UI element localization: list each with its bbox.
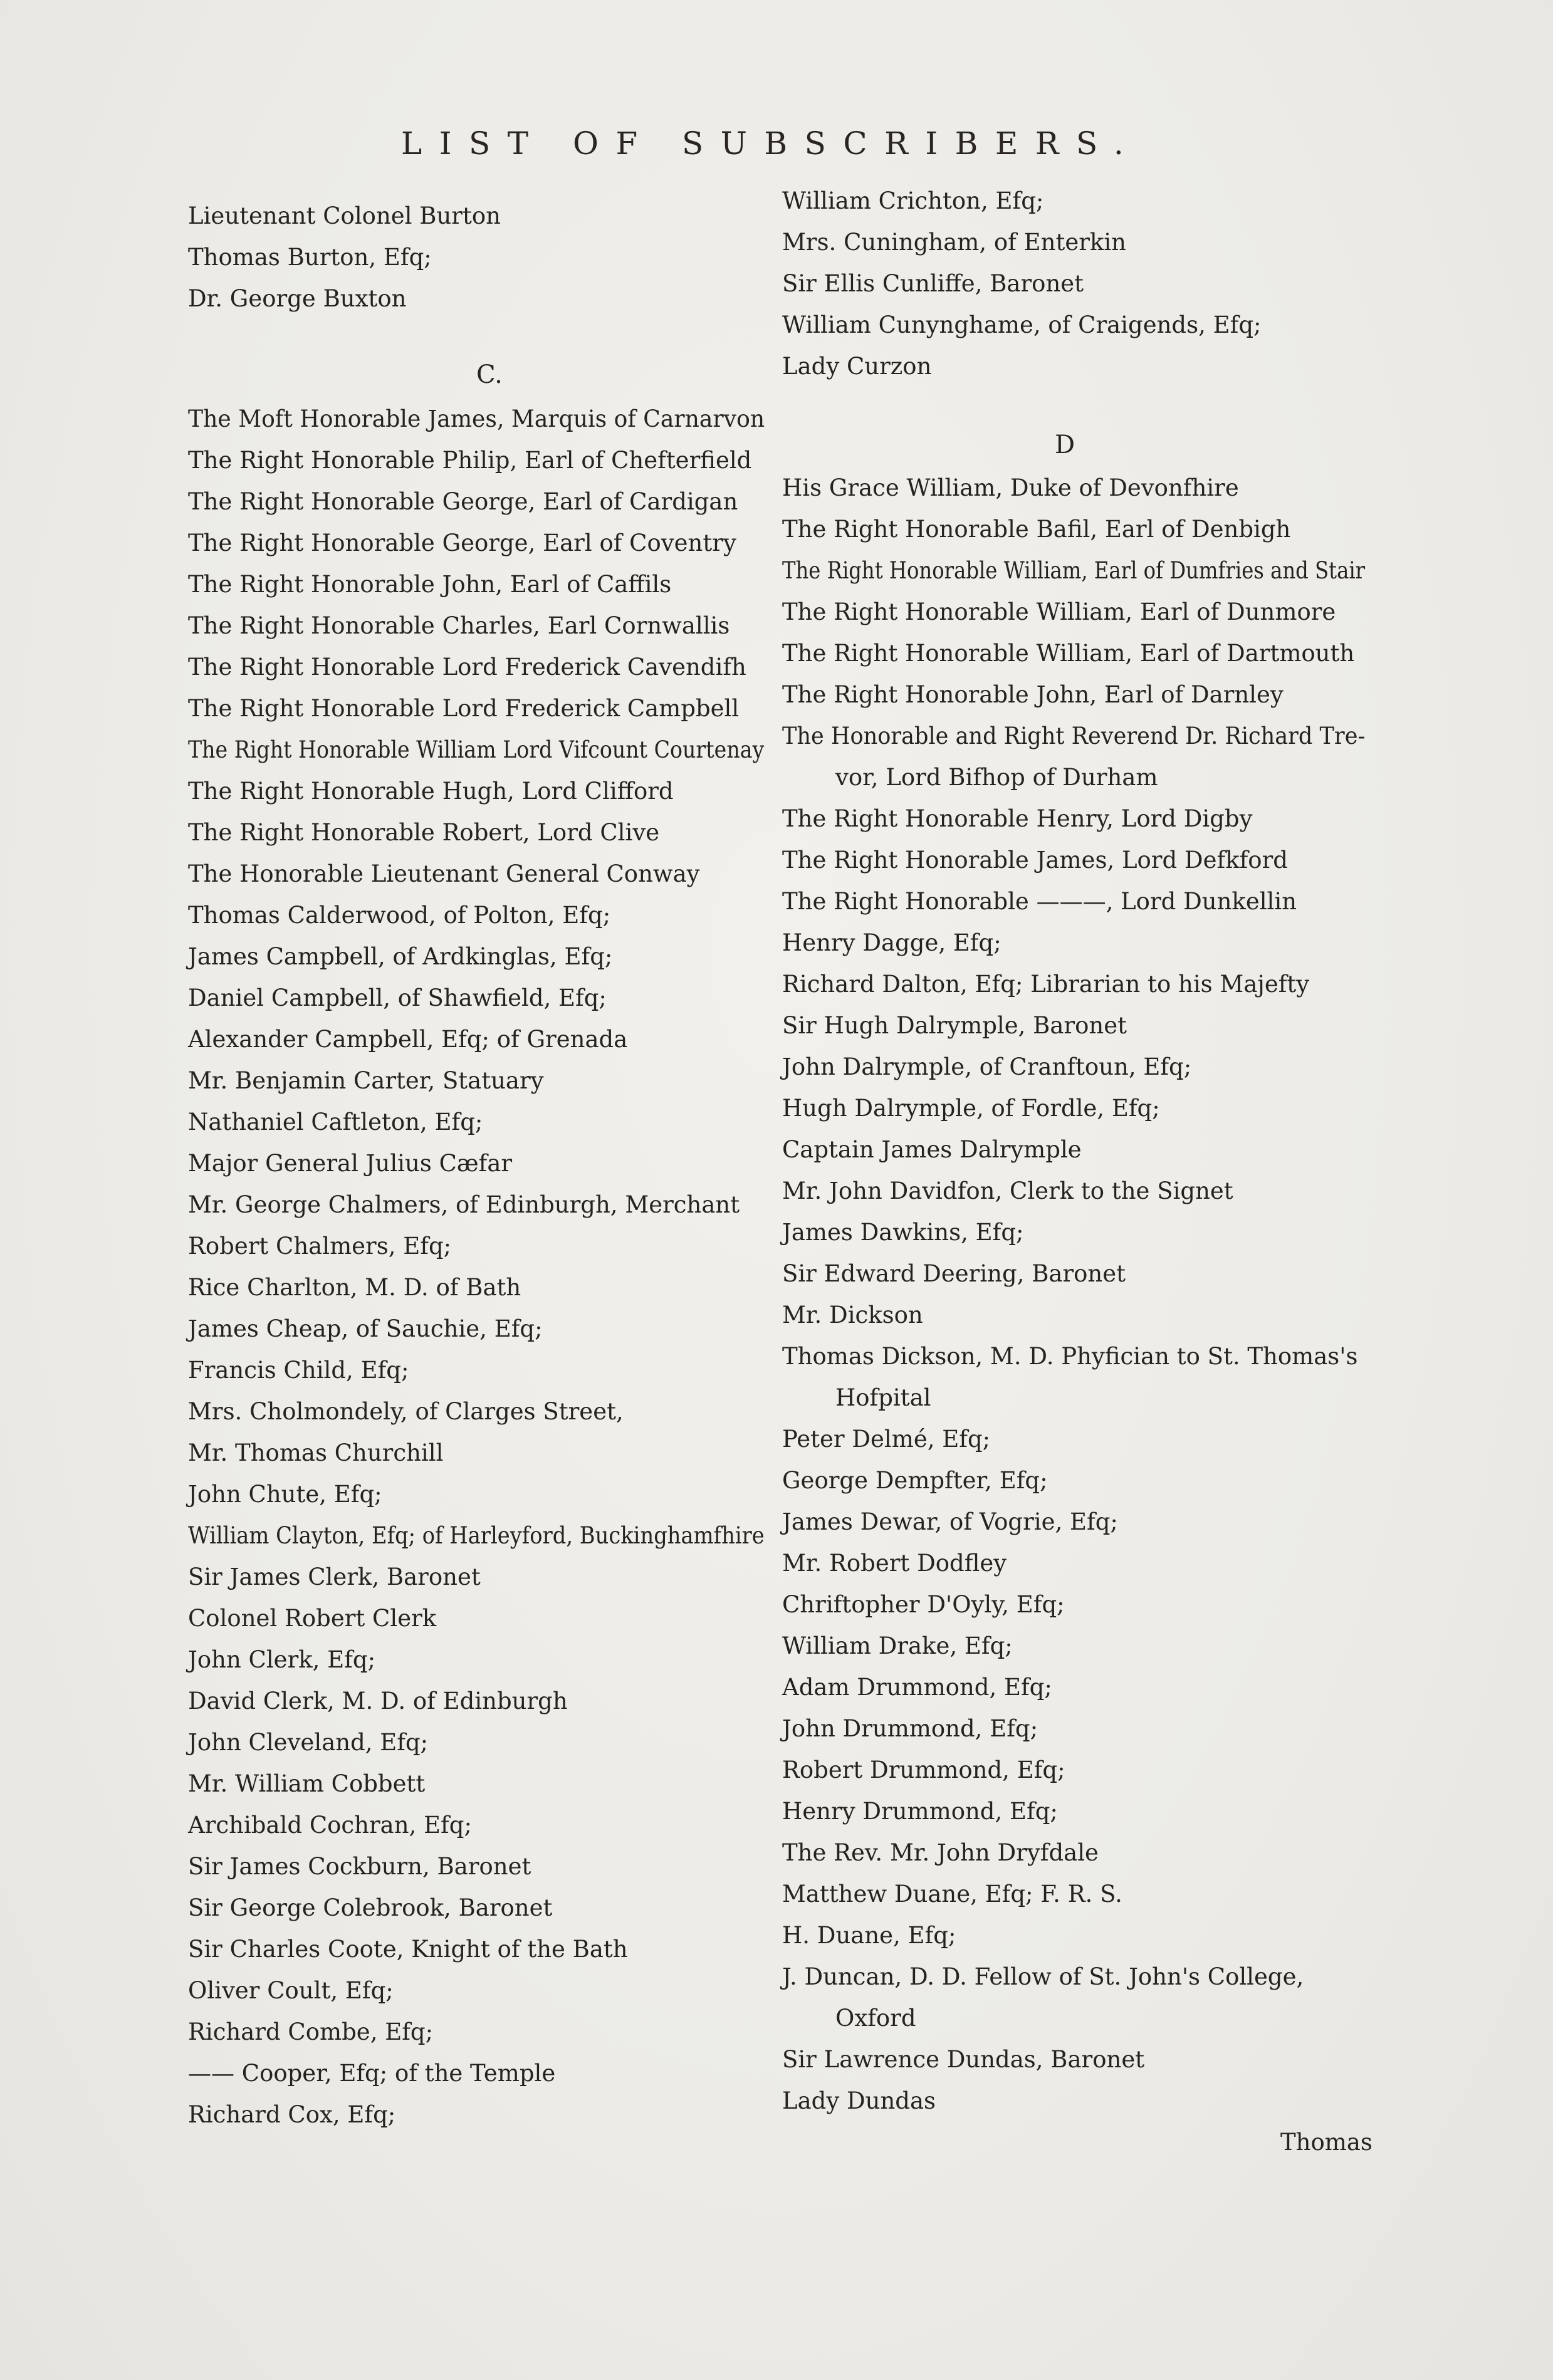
subscriber-entry: J. Duncan, D. D. Fellow of St. John's College, [782, 1963, 1304, 1990]
subscriber-entry: Hofpital [835, 1384, 931, 1411]
subscriber-entry: Oliver Coult, Efq; [188, 1977, 394, 2004]
subscriber-entry: Richard Combe, Efq; [188, 2018, 434, 2045]
subscriber-entry: The Honorable and Right Reverend Dr. Richard Tre- [782, 723, 1366, 749]
subscriber-entry: Mr. Robert Dodfley [782, 1550, 1007, 1577]
section-letter: D [1055, 431, 1075, 459]
subscriber-entry: Sir James Cockburn, Baronet [188, 1853, 531, 1880]
subscriber-entry: The Right Honorable George, Earl of Coventry [188, 530, 736, 556]
subscriber-entry: Lady Dundas [782, 2087, 936, 2114]
subscriber-entry: Alexander Campbell, Efq; of Grenada [188, 1026, 628, 1053]
subscriber-entry: Matthew Duane, Efq; F. R. S. [782, 1881, 1122, 1908]
subscriber-entry: Thomas Dickson, M. D. Phyfician to St. Thomas's [782, 1343, 1358, 1370]
subscriber-entry: vor, Lord Bifhop of Durham [835, 764, 1158, 791]
subscriber-entry: The Right Honorable ———, Lord Dunkellin [782, 888, 1297, 915]
subscriber-entry: Rice Charlton, M. D. of Bath [188, 1274, 521, 1301]
subscriber-entry: Dr. George Buxton [188, 285, 407, 312]
subscriber-entry: Sir Edward Deering, Baronet [782, 1260, 1126, 1287]
subscriber-entry: His Grace William, Duke of Devonfhire [782, 474, 1239, 501]
subscriber-entry: Chriftopher D'Oyly, Efq; [782, 1591, 1065, 1618]
subscriber-entry: Henry Drummond, Efq; [782, 1798, 1058, 1825]
subscriber-entry: Mr. Dickson [782, 1302, 923, 1328]
subscriber-entry: John Chute, Efq; [188, 1481, 382, 1508]
subscriber-entry: Sir George Colebrook, Baronet [188, 1894, 553, 1921]
subscriber-entry: Colonel Robert Clerk [188, 1605, 437, 1632]
subscriber-entry: Sir Lawrence Dundas, Baronet [782, 2046, 1145, 2073]
subscriber-entry: The Right Honorable Charles, Earl Cornwallis [188, 612, 730, 639]
subscriber-entry: Henry Dagge, Efq; [782, 929, 1001, 956]
subscriber-entry: The Right Honorable Hugh, Lord Clifford [188, 778, 674, 805]
subscriber-entry: The Right Honorable Bafil, Earl of Denbigh [782, 516, 1291, 543]
subscriber-entry: The Right Honorable Lord Frederick Campbell [188, 695, 740, 722]
subscriber-entry: The Honorable Lieutenant General Conway [188, 860, 700, 887]
subscriber-entry: The Moft Honorable James, Marquis of Carnarvon [188, 405, 765, 432]
subscriber-entry: Mrs. Cholmondely, of Clarges Street, [188, 1398, 624, 1425]
subscriber-entry: The Right Honorable Robert, Lord Clive [188, 819, 660, 846]
subscriber-entry: William Drake, Efq; [782, 1632, 1013, 1659]
subscriber-entry: The Right Honorable William Lord Vifcount Courtenay [188, 736, 765, 763]
subscriber-entry: The Rev. Mr. John Dryfdale [782, 1839, 1099, 1866]
subscriber-entry: Nathaniel Caftleton, Efq; [188, 1109, 483, 1135]
subscriber-entry: William Clayton, Efq; of Harleyford, Buckinghamfhire [188, 1522, 765, 1549]
subscriber-entry: Mr. Thomas Churchill [188, 1439, 444, 1466]
subscriber-entry: H. Duane, Efq; [782, 1922, 956, 1949]
subscriber-entry: James Dewar, of Vogrie, Efq; [782, 1508, 1118, 1535]
subscriber-entry: Robert Chalmers, Efq; [188, 1233, 452, 1260]
subscriber-entry: Richard Dalton, Efq; Librarian to his Majefty [782, 971, 1310, 998]
subscriber-entry: Mr. John Davidfon, Clerk to the Signet [782, 1177, 1233, 1204]
subscriber-entry: The Right Honorable William, Earl of Dumfries and Stair [782, 557, 1366, 584]
subscriber-entry: John Dalrymple, of Cranftoun, Efq; [782, 1053, 1192, 1080]
subscriber-entry: James Cheap, of Sauchie, Efq; [188, 1315, 543, 1342]
subscriber-entry: John Clerk, Efq; [188, 1646, 376, 1673]
subscriber-entry: Mrs. Cuningham, of Enterkin [782, 229, 1127, 256]
subscriber-entry: Sir James Clerk, Baronet [188, 1563, 481, 1590]
subscriber-entry: The Right Honorable John, Earl of Caffils [188, 571, 672, 598]
catchword: Thomas [1280, 2129, 1373, 2156]
subscriber-entry: Mr. George Chalmers, of Edinburgh, Merchant [188, 1191, 740, 1218]
subscriber-entry: James Dawkins, Efq; [782, 1219, 1024, 1246]
subscriber-entry: Thomas Burton, Efq; [188, 244, 432, 271]
subscriber-entry: David Clerk, M. D. of Edinburgh [188, 1688, 568, 1715]
subscriber-entry: The Right Honorable James, Lord Defkford [782, 847, 1288, 874]
subscriber-entry: The Right Honorable John, Earl of Darnley [782, 681, 1284, 708]
subscriber-entry: Richard Cox, Efq; [188, 2101, 396, 2128]
subscriber-entry: Mr. Benjamin Carter, Statuary [188, 1067, 544, 1094]
subscriber-entry: John Cleveland, Efq; [188, 1729, 429, 1756]
subscriber-entry: Sir Hugh Dalrymple, Baronet [782, 1012, 1127, 1039]
subscriber-entry: Archibald Cochran, Efq; [188, 1812, 472, 1839]
subscriber-entry: Lieutenant Colonel Burton [188, 202, 501, 229]
subscriber-entry: William Crichton, Efq; [782, 187, 1044, 214]
subscriber-entry: The Right Honorable Lord Frederick Cavendifh [188, 654, 746, 681]
subscriber-entry: Robert Drummond, Efq; [782, 1756, 1065, 1783]
subscriber-entry: —— Cooper, Efq; of the Temple [188, 2060, 556, 2087]
subscriber-entry: Daniel Campbell, of Shawfield, Efq; [188, 984, 607, 1011]
subscriber-entry: The Right Honorable Philip, Earl of Chefterfield [188, 447, 752, 474]
subscriber-entry: Major General Julius Cæfar [188, 1150, 513, 1177]
subscriber-entry: The Right Honorable George, Earl of Cardigan [188, 488, 738, 515]
subscriber-entry: Peter Delmé, Efq; [782, 1426, 991, 1453]
subscriber-entry: Mr. William Cobbett [188, 1770, 426, 1797]
subscriber-entry: The Right Honorable Henry, Lord Digby [782, 805, 1253, 832]
subscriber-entry: The Right Honorable William, Earl of Dartmouth [782, 640, 1355, 667]
subscriber-entry: Francis Child, Efq; [188, 1357, 409, 1384]
subscriber-entry: Sir Ellis Cunliffe, Baronet [782, 270, 1084, 297]
subscriber-entry: Oxford [835, 2005, 916, 2032]
subscriber-entry: John Drummond, Efq; [782, 1715, 1038, 1742]
section-letter: C. [476, 360, 503, 389]
subscriber-entry: Sir Charles Coote, Knight of the Bath [188, 1936, 628, 1963]
page-heading: LIST OF SUBSCRIBERS. [401, 125, 1141, 162]
subscriber-entry: William Cunynghame, of Craigends, Efq; [782, 311, 1262, 338]
subscriber-entry: Lady Curzon [782, 353, 932, 380]
subscriber-entry: Hugh Dalrymple, of Fordle, Efq; [782, 1095, 1160, 1122]
subscriber-entry: James Campbell, of Ardkinglas, Efq; [188, 943, 613, 970]
subscriber-entry: George Dempfter, Efq; [782, 1467, 1048, 1494]
subscriber-entry: Adam Drummond, Efq; [782, 1674, 1052, 1701]
subscriber-entry: Thomas Calderwood, of Polton, Efq; [188, 902, 611, 929]
subscriber-entry: Captain James Dalrymple [782, 1136, 1082, 1163]
subscriber-entry: The Right Honorable William, Earl of Dunmore [782, 598, 1336, 625]
